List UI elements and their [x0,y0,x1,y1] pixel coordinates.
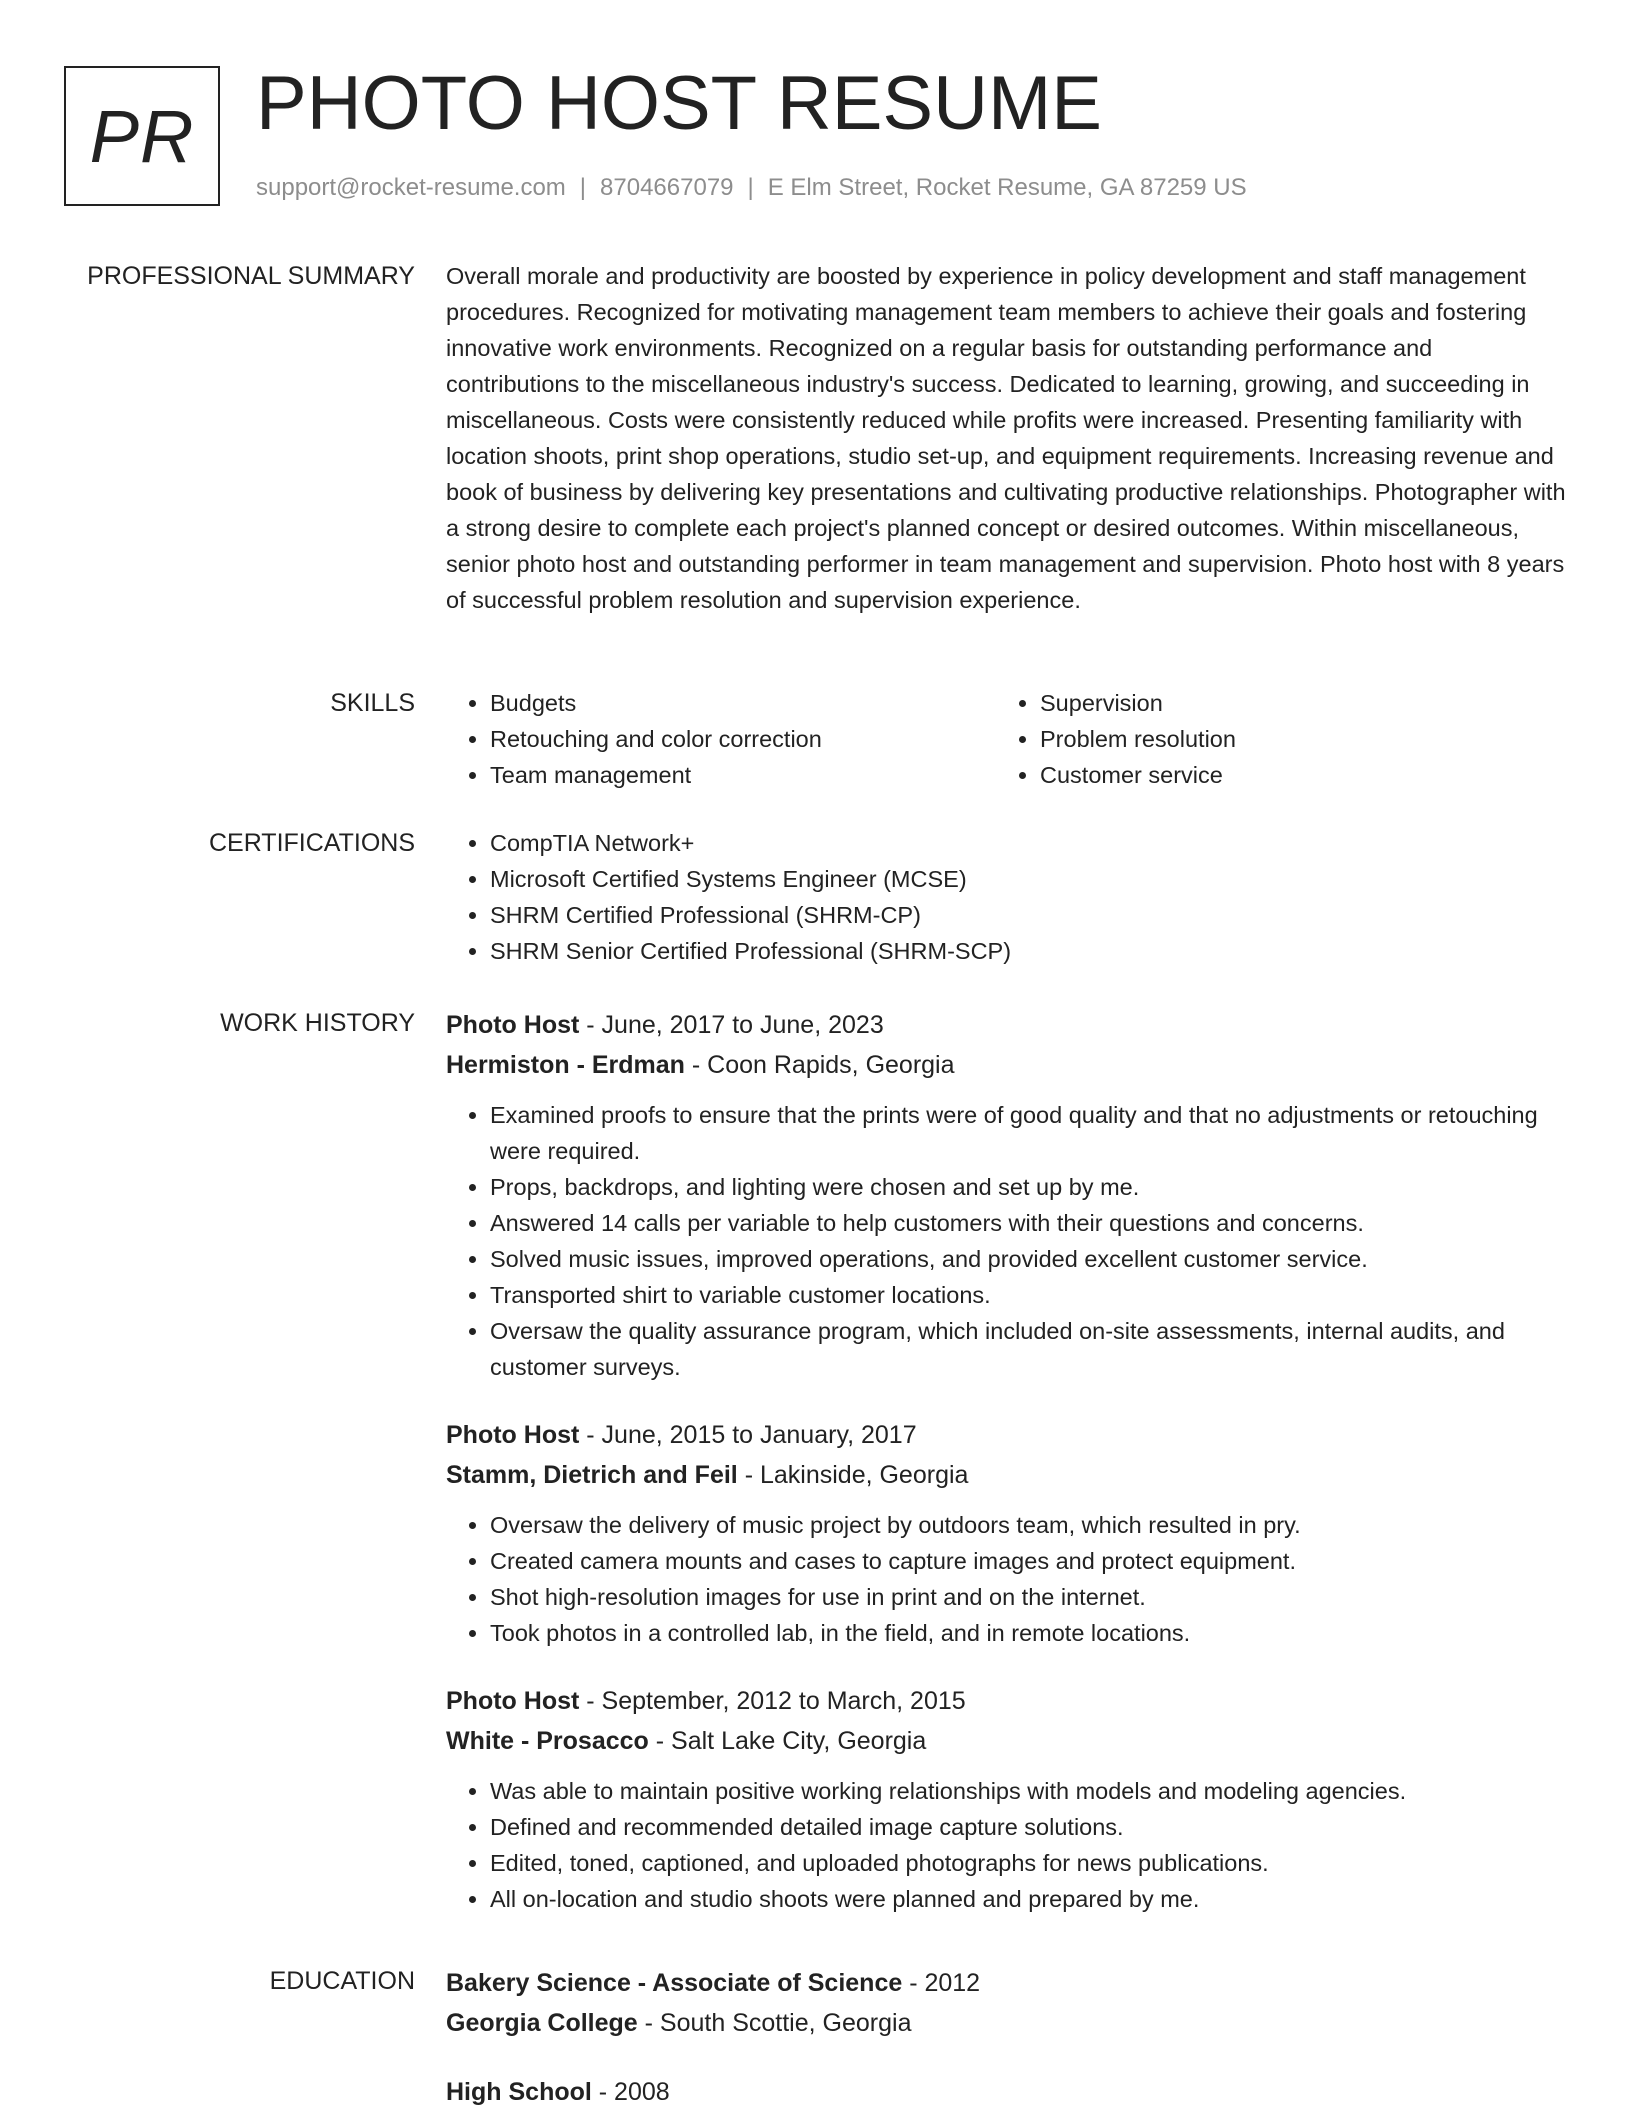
job-bullet: • Examined proofs to ensure that the prints were of good quality and that no adjustments or retouching were required. [490,1097,1566,1169]
job-company-line [446,1721,1566,1761]
job-bullet: • Answered 14 calls per variable to help customers with their questions and concerns. [490,1205,1566,1241]
job-location: - Lakinside, Georgia [737,1461,969,1489]
education-location: - South Scottie, Georgia [637,2009,912,2037]
job-entry [446,1005,1566,1385]
job-bullet: • Props, backdrops, and lighting were chosen and set up by me. [490,1169,1566,1205]
job-bullet: • All on-location and studio shoots were planned and prepared by me. [490,1881,1566,1917]
job-bullets [446,1507,1566,1651]
job-dates: - June, 2017 to June, 2023 [579,1011,884,1039]
education-year: - 2008 [591,2078,670,2106]
job-bullet: • Took photos in a controlled lab, in the field, and in remote locations. [490,1615,1566,1651]
education-degree: High School [446,2078,592,2106]
education-entry [446,2072,1566,2112]
job-company-line [446,1455,1566,1495]
monogram-box: PR [64,66,220,206]
education-degree-line [446,1963,1566,2003]
job-bullet: • Defined and recommended detailed image capture solutions. [490,1809,1566,1845]
contact-line [256,174,1247,202]
skills-column-2 [996,685,1546,793]
job-bullets [446,1773,1566,1917]
job-entry [446,1681,1566,1917]
summary-body [446,258,1566,618]
summary-text: Overall morale and productivity are boosted by experience in policy development and staff management procedures. Recognized for motivating management team members to achieve their goals and fostering innovative work environments. Recognized on a regular basis for outstanding performance and contributions to the miscellaneous industry's success. Dedicated to learning, growing, and succeeding in miscellaneous. Costs were consistently reduced while profits were increased. Presenting familiarity with location shoots, print shop operations, studio set-up, and equipment requirements. Increasing revenue and book of business by delivering key presentations and cultivating productive relationships. Photographer with a strong desire to complete each project's planned concept or desired outcomes. Within miscellaneous, senior photo host and outstanding performer in team management and supervision. Photo host with 8 years of successful problem resolution and supervision experience. [446,263,1566,613]
certifications-list [446,825,1566,969]
job-location: - Salt Lake City, Georgia [648,1727,927,1755]
education-entry [446,1963,1566,2043]
education-degree: Bakery Science - Associate of Science [446,1969,903,1997]
contact-address: E Elm Street, Rocket Resume, GA 87259 US [767,174,1247,201]
job-bullets [446,1097,1566,1385]
section-label-summary: PROFESSIONAL SUMMARY [87,262,415,290]
certification-item: • CompTIA Network+ [490,825,1566,861]
job-company-line [446,1045,1566,1085]
certification-item: • SHRM Senior Certified Professional (SHRM-SCP) [490,933,1566,969]
contact-separator: | [579,174,587,201]
contact-separator: | [747,174,754,201]
resume-title: PHOTO HOST RESUME [256,61,1102,146]
job-dates: - June, 2015 to January, 2017 [579,1421,917,1449]
education-body [446,1963,1566,2112]
contact-phone: 8704667079 [600,174,734,201]
certification-item: • SHRM Certified Professional (SHRM-CP) [490,897,1566,933]
skills-column-1 [446,685,996,793]
job-company: Stamm, Dietrich and Feil [446,1461,738,1489]
certifications-body [446,825,1566,969]
skill-item: • Retouching and color correction [490,721,996,757]
job-bullet: • Edited, toned, captioned, and uploaded photographs for news publications. [490,1845,1566,1881]
skills-grid [446,685,1566,793]
job-location: - Coon Rapids, Georgia [684,1051,955,1079]
job-company: Hermiston - Erdman [446,1051,685,1079]
job-bullet: • Created camera mounts and cases to capture images and protect equipment. [490,1543,1566,1579]
section-label-certifications: CERTIFICATIONS [208,829,415,857]
education-degree-line [446,2072,1566,2112]
skill-item: • Team management [490,757,996,793]
skill-item: • Problem resolution [1040,721,1546,757]
education-year: - 2012 [902,1969,981,1997]
job-title-line [446,1415,1566,1455]
job-bullet: • Shot high-resolution images for use in print and on the internet. [490,1579,1566,1615]
certification-item: • Microsoft Certified Systems Engineer (MCSE) [490,861,1566,897]
resume-header [64,61,1564,216]
education-school: Georgia College [446,2009,638,2037]
job-bullet: • Oversaw the quality assurance program, which included on-site assessments, internal audits, and customer surveys. [490,1313,1566,1385]
skill-item: • Customer service [1040,757,1546,793]
section-label-work-history: WORK HISTORY [220,1009,415,1037]
job-entry [446,1415,1566,1651]
job-title-line [446,1681,1566,1721]
job-title: Photo Host [446,1421,580,1449]
skill-item: • Budgets [490,685,996,721]
job-company: White - Prosacco [446,1727,649,1755]
skills-body [446,685,1566,793]
job-bullet: • Solved music issues, improved operations, and provided excellent customer service. [490,1241,1566,1277]
skill-item: • Supervision [1040,685,1546,721]
job-title: Photo Host [446,1011,580,1039]
job-dates: - September, 2012 to March, 2015 [579,1687,966,1715]
job-bullet: • Oversaw the delivery of music project by outdoors team, which resulted in pry. [490,1507,1566,1543]
job-bullet: • Transported shirt to variable customer locations. [490,1277,1566,1313]
work-history-body [446,1005,1566,1917]
education-school-line [446,2003,1566,2043]
job-title: Photo Host [446,1687,580,1715]
section-label-skills: SKILLS [330,689,415,717]
section-label-education: EDUCATION [269,1967,415,1995]
contact-email: support@rocket-resume.com [256,174,566,201]
job-title-line [446,1005,1566,1045]
job-bullet: • Was able to maintain positive working relationships with models and modeling agencies. [490,1773,1566,1809]
